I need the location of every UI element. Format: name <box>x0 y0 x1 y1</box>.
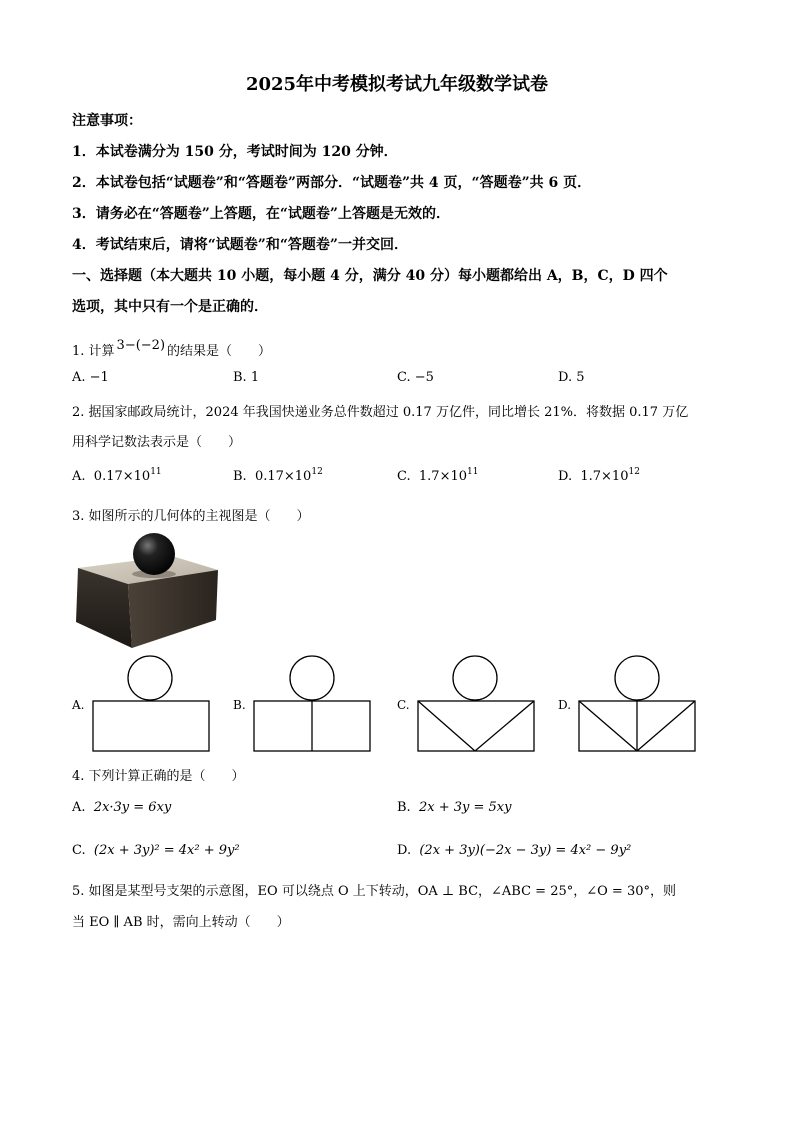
q3-option-c-label: C. <box>397 698 410 712</box>
q1-option-a: A. −1 <box>72 370 109 385</box>
q2-option-c-label: C. <box>397 469 411 484</box>
q1-option-c: C. −5 <box>397 370 434 385</box>
q4-option-a-expr: 2x·3y = 6xy <box>93 800 172 815</box>
q3-option-d-label: D. <box>558 698 572 712</box>
q4-option-d-label: D. <box>397 843 412 858</box>
q2-option-c-exp: 11 <box>467 467 479 477</box>
q4-option-c <box>72 843 240 858</box>
q4-option-d <box>397 843 631 858</box>
q3-option-a-label: A. <box>72 698 85 712</box>
q3-option-c-figure <box>415 655 537 755</box>
q1-prefix: 1. 计算 <box>72 344 115 359</box>
page-title: 2025年中考模拟考试九年级数学试卷 <box>245 74 549 95</box>
notice-item-1: 1．本试卷满分为 150 分，考试时间为 120 分钟． <box>72 144 398 160</box>
q2-option-d-base: 1.7×10 <box>580 469 629 484</box>
q2-option-b <box>233 469 323 484</box>
question-1 <box>72 340 271 359</box>
q1-option-d: D. 5 <box>558 370 585 385</box>
q3-stem: 3. 如图所示的几何体的主视图是（ ） <box>72 509 310 524</box>
section-heading-line2: 选项，其中只有一个是正确的． <box>72 299 268 315</box>
q4-option-a-label: A. <box>72 800 86 815</box>
q2-option-b-base: 0.17×10 <box>254 469 312 484</box>
q2-stem-line1: 2. 据国家邮政局统计，2024 年我国快递业务总件数超过 0.17 万亿件，同比增长 21%．将数据 0.17 万亿 <box>72 405 689 420</box>
q2-option-c <box>397 469 478 484</box>
q4-option-c-label: C. <box>72 843 86 858</box>
q1-suffix: 的结果是（ ） <box>167 344 272 359</box>
q2-option-d-exp: 12 <box>628 467 640 477</box>
q2-option-d <box>558 469 640 484</box>
q2-option-c-base: 1.7×10 <box>418 469 467 484</box>
q3-option-b-label: B. <box>233 698 246 712</box>
q5-stem-line2: 当 EO ∥ AB 时，需向上转动（ ） <box>72 915 290 930</box>
q3-option-b-figure <box>251 655 373 755</box>
q4-option-d-expr: (2x + 3y)(−2x − 3y) = 4x² − 9y² <box>419 843 632 858</box>
q2-option-a-label: A. <box>72 469 86 484</box>
q4-option-b-label: B. <box>397 800 411 815</box>
q2-option-a <box>72 469 162 484</box>
q3-option-d-figure <box>576 655 698 755</box>
q4-stem: 4. 下列计算正确的是（ ） <box>72 769 245 784</box>
notice-item-2: 2．本试卷包括“试题卷”和“答题卷”两部分．“试题卷”共 4 页，“答题卷”共 6 页． <box>72 175 592 191</box>
notice-item-4: 4．考试结束后，请将“试题卷”和“答题卷”一并交回． <box>72 237 408 253</box>
q2-option-a-exp: 11 <box>150 467 162 477</box>
notice-heading: 注意事项： <box>72 113 142 129</box>
q2-option-b-exp: 12 <box>311 467 323 477</box>
q4-option-c-expr: (2x + 3y)² = 4x² + 9y² <box>93 843 240 858</box>
q5-stem-line1: 5. 如图是某型号支架的示意图，EO 可以绕点 O 上下转动，OA ⊥ BC，∠ABC = 25°，∠O = 30°，则 <box>72 884 676 899</box>
section-heading-line1: 一、选择题（本大题共 10 小题，每小题 4 分，满分 40 分）每小题都给出 A，B，C，D 四个 <box>72 268 668 284</box>
q1-expression: 3−(−2) <box>116 338 166 353</box>
q2-option-b-label: B. <box>233 469 247 484</box>
solid-figure-image <box>72 530 222 650</box>
notice-item-3: 3．请务必在“答题卷”上答题，在“试题卷”上答题是无效的． <box>72 206 450 222</box>
q1-option-b: B. 1 <box>233 370 260 385</box>
sphere <box>133 533 175 575</box>
q3-option-a-figure <box>90 655 212 755</box>
q2-option-d-label: D. <box>558 469 573 484</box>
q4-option-b-expr: 2x + 3y = 5xy <box>418 800 512 815</box>
q2-stem-line2: 用科学记数法表示是（ ） <box>72 435 242 450</box>
q4-option-b <box>397 800 511 815</box>
q4-option-a <box>72 800 171 815</box>
q2-option-a-base: 0.17×10 <box>93 469 151 484</box>
